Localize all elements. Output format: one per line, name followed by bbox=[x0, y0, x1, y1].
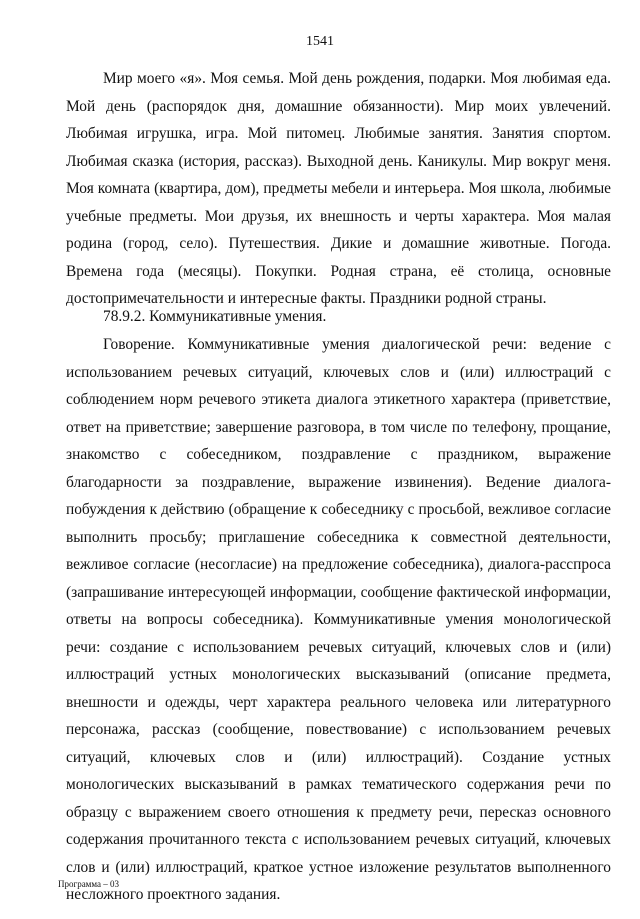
footer-label: Программа – 03 bbox=[58, 879, 120, 889]
paragraph-speaking: Говорение. Коммуникативные умения диалогической речи: ведение с использованием речевых ситуаций, ключевых слов и (или) иллюстраций с соблюдением норм речевого этикета диалога этикетного характера (приветствие, ответ на приветствие; завершение разговора, в том числе по телефону, прощание, знакомство с собеседником, поздравление с праздником, выражение благодарности за поздравление, выражение извинения). Ведение диалога-побуждения к действию (обращение к собеседнику с просьбой, вежливое согласие выполнить просьбу; приглашение собеседника к совместной деятельности, вежливое согласие (несогласие) на предложение собеседника), диалога-расспроса (запрашивание интересующей информации, сообщение фактической информации, ответы на вопросы собеседника). Коммуникативные умения монологической речи: создание с использованием речевых ситуаций, ключевых слов и (или) иллюстраций устных монологических высказываний (описание предмета, внешности и одежды, черт характера реального человека или литературного персонажа, рассказ (сообщение, повествование) с использованием речевых ситуаций, ключевых слов и (или) иллюстраций). Создание устных монологических высказываний в рамках тематического содержания речи по образцу с выражением своего отношения к предмету речи, пересказ основного содержания прочитанного текста с использованием речевых ситуаций, ключевых слов и (или) иллюстраций, краткое устное изложение результатов выполненного несложного проектного задания. bbox=[66, 336, 611, 903]
paragraph-topics: Мир моего «я». Моя семья. Мой день рождения, подарки. Моя любимая еда. Мой день (распорядок дня, домашние обязанности). Мир моих увлечений. Любимая игрушка, игра. Мой питомец. Любимые занятия. Занятия спортом. Любимая сказка (история, рассказ). Выходной день. Каникулы. Мир вокруг меня. Моя комната (квартира, дом), предметы мебели и интерьера. Моя школа, любимые учебные предметы. Мои друзья, их внешность и черты характера. Моя малая родина (город, село). Путешествия. Дикие и домашние животные. Погода. Времена года (месяцы). Покупки. Родная страна, её столица, основные достопримечательности и интересные факты. Праздники родной страны. bbox=[66, 70, 611, 307]
section-heading: 78.9.2. Коммуникативные умения. bbox=[103, 308, 327, 325]
page-number: 1541 bbox=[306, 34, 334, 49]
